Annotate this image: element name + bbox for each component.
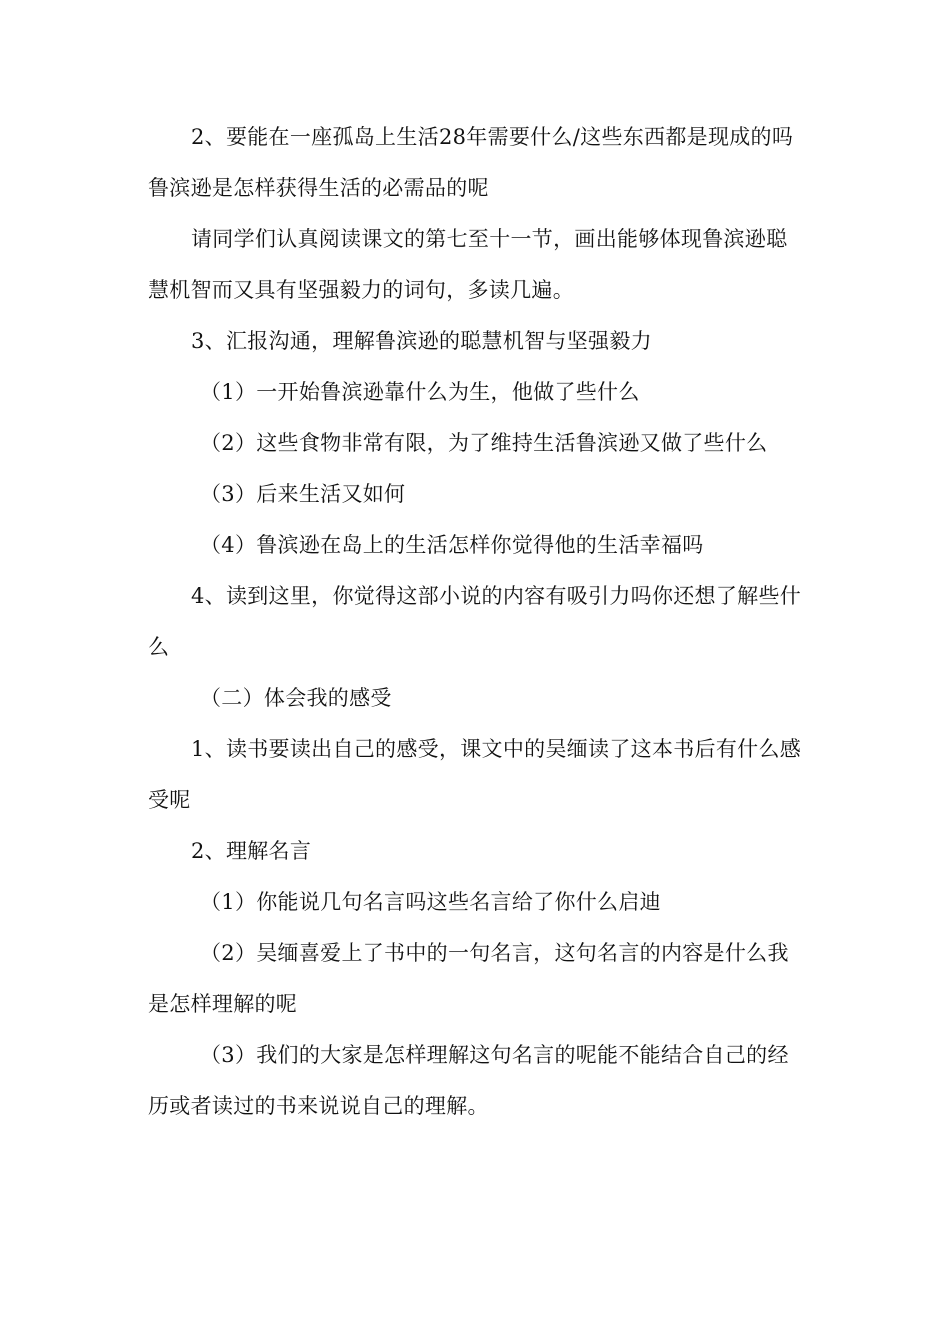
paragraph-quote-3: （3）我们的大家是怎样理解这句名言的呢能不能结合自己的经历或者读过的书来说说自己的理解。	[148, 1043, 789, 1118]
paragraph-sub-4: （4）鲁滨逊在岛上的生活怎样你觉得他的生活幸福吗	[200, 533, 704, 557]
paragraph-question-2: 2、要能在一座孤岛上生活28年需要什么/这些东西都是现成的吗鲁滨逊是怎样获得生活的必需品的呢	[148, 125, 794, 200]
document-body	[148, 112, 808, 1132]
paragraph-sub-1: （1）一开始鲁滨逊靠什么为生，他做了些什么	[200, 380, 640, 404]
paragraph-feeling-1: 1、读书要读出自己的感受，课文中的吴缅读了这本书后有什么感受呢	[148, 737, 802, 812]
section-heading-2: （二）体会我的感受	[200, 686, 392, 710]
paragraph-quote-2: （2）吴缅喜爱上了书中的一句名言，这句名言的内容是什么我是怎样理解的呢	[148, 941, 789, 1016]
paragraph-sub-2: （2）这些食物非常有限，为了维持生活鲁滨逊又做了些什么	[200, 431, 768, 455]
paragraph-sub-3: （3）后来生活又如何	[200, 482, 406, 506]
paragraph-quote-1: （1）你能说几句名言吗这些名言给了你什么启迪	[200, 890, 661, 914]
paragraph-reading-task: 请同学们认真阅读课文的第七至十一节，画出能够体现鲁滨逊聪慧机智而又具有坚强毅力的词句，多读几遍。	[148, 227, 788, 302]
paragraph-feeling-2: 2、理解名言	[191, 839, 312, 863]
paragraph-step-4: 4、读到这里，你觉得这部小说的内容有吸引力吗你还想了解些什么	[148, 584, 802, 659]
paragraph-step-3: 3、汇报沟通，理解鲁滨逊的聪慧机智与坚强毅力	[191, 329, 652, 353]
